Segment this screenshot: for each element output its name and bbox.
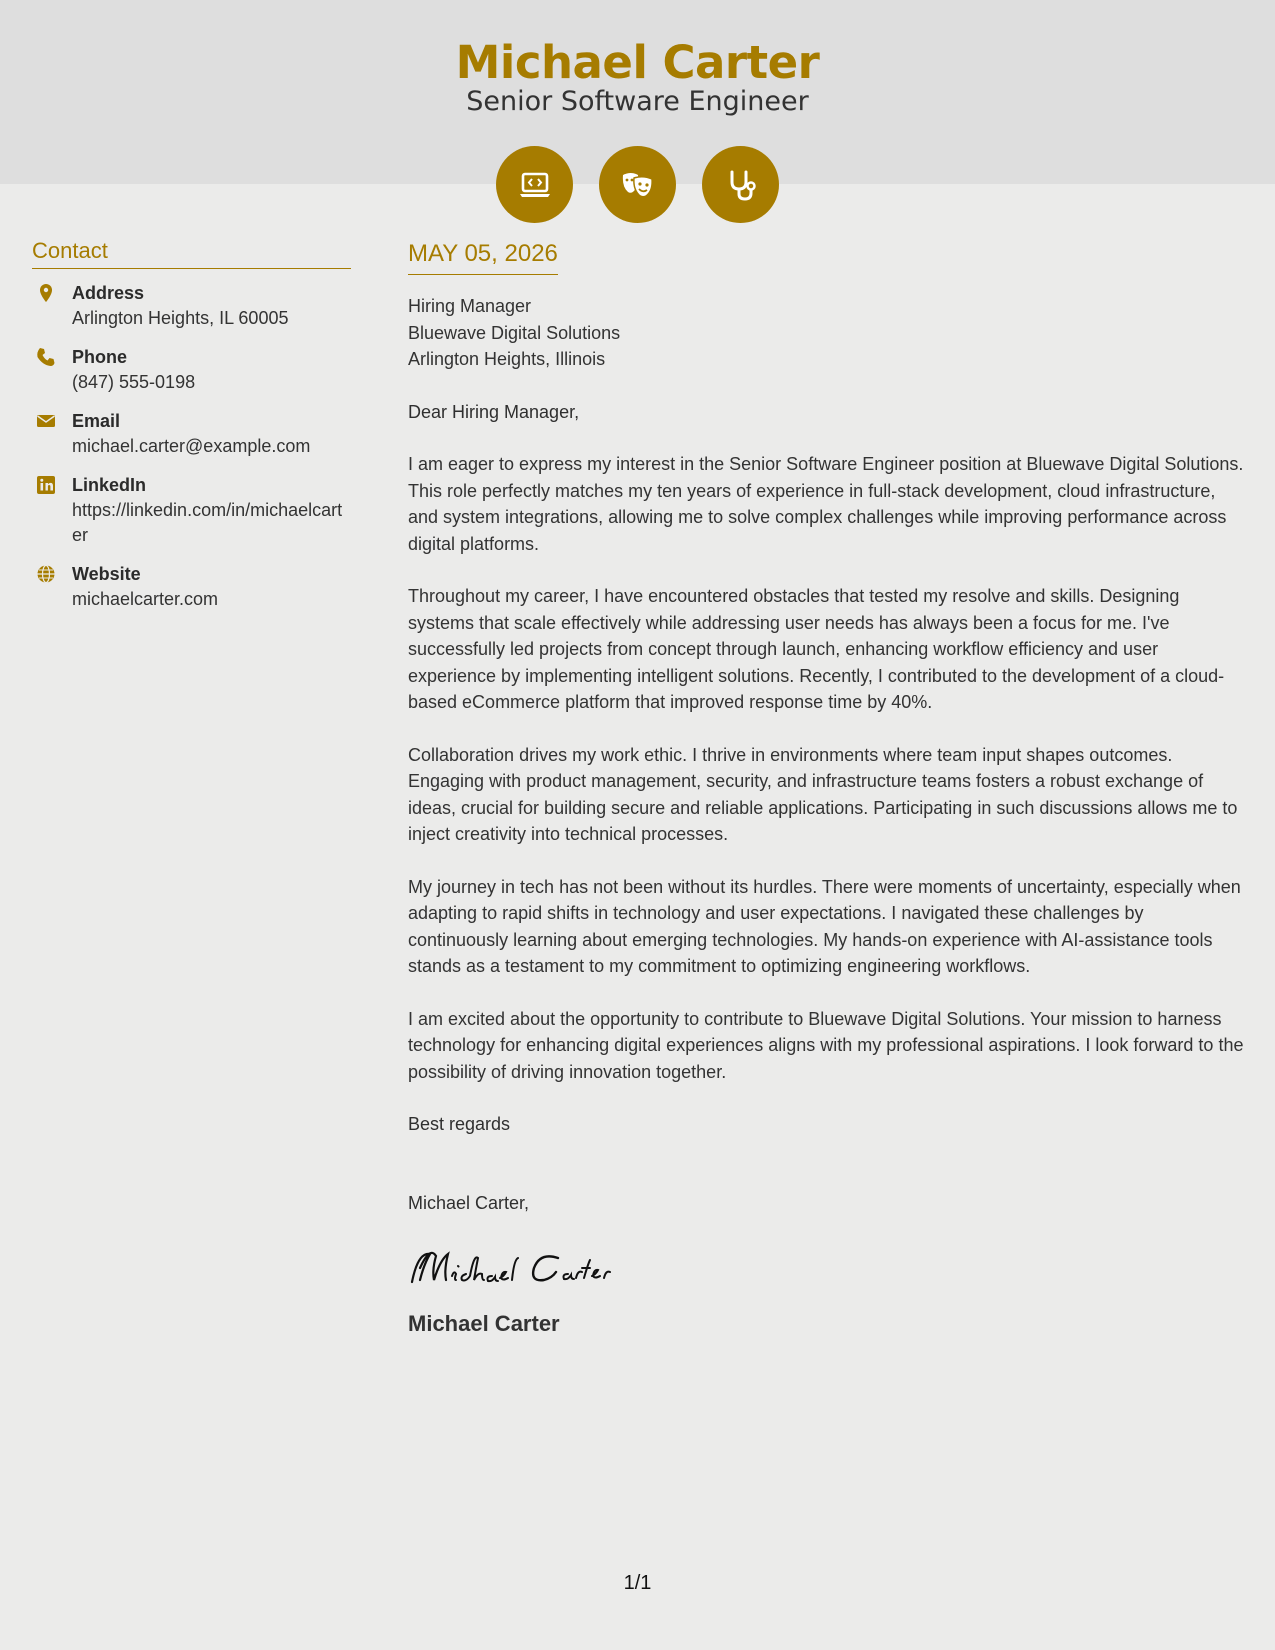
contact-sidebar xyxy=(32,238,351,626)
candidate-title: Senior Software Engineer xyxy=(466,86,809,117)
address-label: Address xyxy=(72,283,145,303)
paragraph-1: I am eager to express my interest in the Senior Software Engineer position at Bluewave Digital Solutions. This role perfectly matches my ten years of experience in full-stack development, cloud infrastructure, and system integrations, allowing me to solve complex challenges while improving performance across digital platforms. xyxy=(408,454,1244,554)
paragraph-2: Throughout my career, I have encountered obstacles that tested my resolve and skills. Designing systems that scale effectively while addressing user needs has always been a focus for me. I've successfully led projects from concept through launch, enhancing workflow efficiency and user experience by implementing intelligent solutions. Recently, I contributed to the development of a cloud-based eCommerce platform that improved response time by 40%. xyxy=(408,586,1225,712)
phone-value[interactable]: (847) 555-0198 xyxy=(72,372,196,392)
map-pin-icon xyxy=(34,281,58,307)
closing: Best regards xyxy=(408,1114,511,1134)
linkedin-value[interactable]: https://linkedin.com/in/michaelcarter xyxy=(72,500,343,545)
header-icon-row xyxy=(496,146,779,223)
website-value[interactable]: michaelcarter.com xyxy=(72,589,219,609)
address-value: Arlington Heights, IL 60005 xyxy=(72,308,289,328)
envelope-icon xyxy=(34,409,58,435)
globe-icon xyxy=(34,562,58,588)
signoff-name: Michael Carter, xyxy=(408,1192,530,1213)
phone-icon xyxy=(34,345,58,371)
phone-label: Phone xyxy=(72,347,128,367)
recipient-company: Bluewave Digital Solutions xyxy=(408,322,621,343)
paragraph-5: I am excited about the opportunity to contribute to Bluewave Digital Solutions. Your mission to harness technology for enhancing digital experiences aligns with my professional aspirations. I look forward to the possibility of driving innovation together. xyxy=(408,1008,1244,1082)
paragraph-4: My journey in tech has not been without its hurdles. There were moments of uncertainty, especially when adapting to rapid shifts in technology and user expectations. I navigated these challenges by continuously learning about emerging technologies. My hands-on experience with AI-assistance tools stands as a testament to my commitment to optimizing engineering workflows. xyxy=(408,876,1241,976)
candidate-name: Michael Carter xyxy=(455,36,820,89)
linkedin-icon xyxy=(34,473,58,499)
letter-body xyxy=(408,240,1248,1337)
recipient-name: Hiring Manager xyxy=(408,296,532,316)
salutation: Dear Hiring Manager, xyxy=(408,401,580,422)
contact-item-address xyxy=(32,281,351,331)
linkedin-label: LinkedIn xyxy=(72,475,147,495)
page-number: 1/1 xyxy=(623,1572,652,1594)
recipient-location: Arlington Heights, Illinois xyxy=(408,349,606,369)
email-label: Email xyxy=(72,411,121,431)
contact-item-email xyxy=(32,409,351,459)
signature-image xyxy=(408,1236,668,1296)
contact-item-linkedin xyxy=(32,473,351,548)
website-label: Website xyxy=(72,564,141,584)
contact-item-phone xyxy=(32,345,351,395)
letter-date: MAY 05, 2026 xyxy=(408,240,558,275)
email-value[interactable]: michael.carter@example.com xyxy=(72,436,311,456)
theater-masks-icon xyxy=(599,146,676,223)
laptop-code-icon xyxy=(496,146,573,223)
recipient-block xyxy=(408,293,1248,373)
contact-item-website xyxy=(32,562,351,612)
contact-heading: Contact xyxy=(32,238,351,269)
paragraph-3: Collaboration drives my work ethic. I thrive in environments where team input shapes outcomes. Engaging with product management, security, and infrastructure teams fosters a robust exchange of ideas, crucial for building secure and reliable applications. Participating in such discussions allows me to inject creativity into technical processes. xyxy=(408,744,1238,844)
stethoscope-icon xyxy=(702,146,779,223)
printed-name: Michael Carter xyxy=(408,1311,560,1336)
